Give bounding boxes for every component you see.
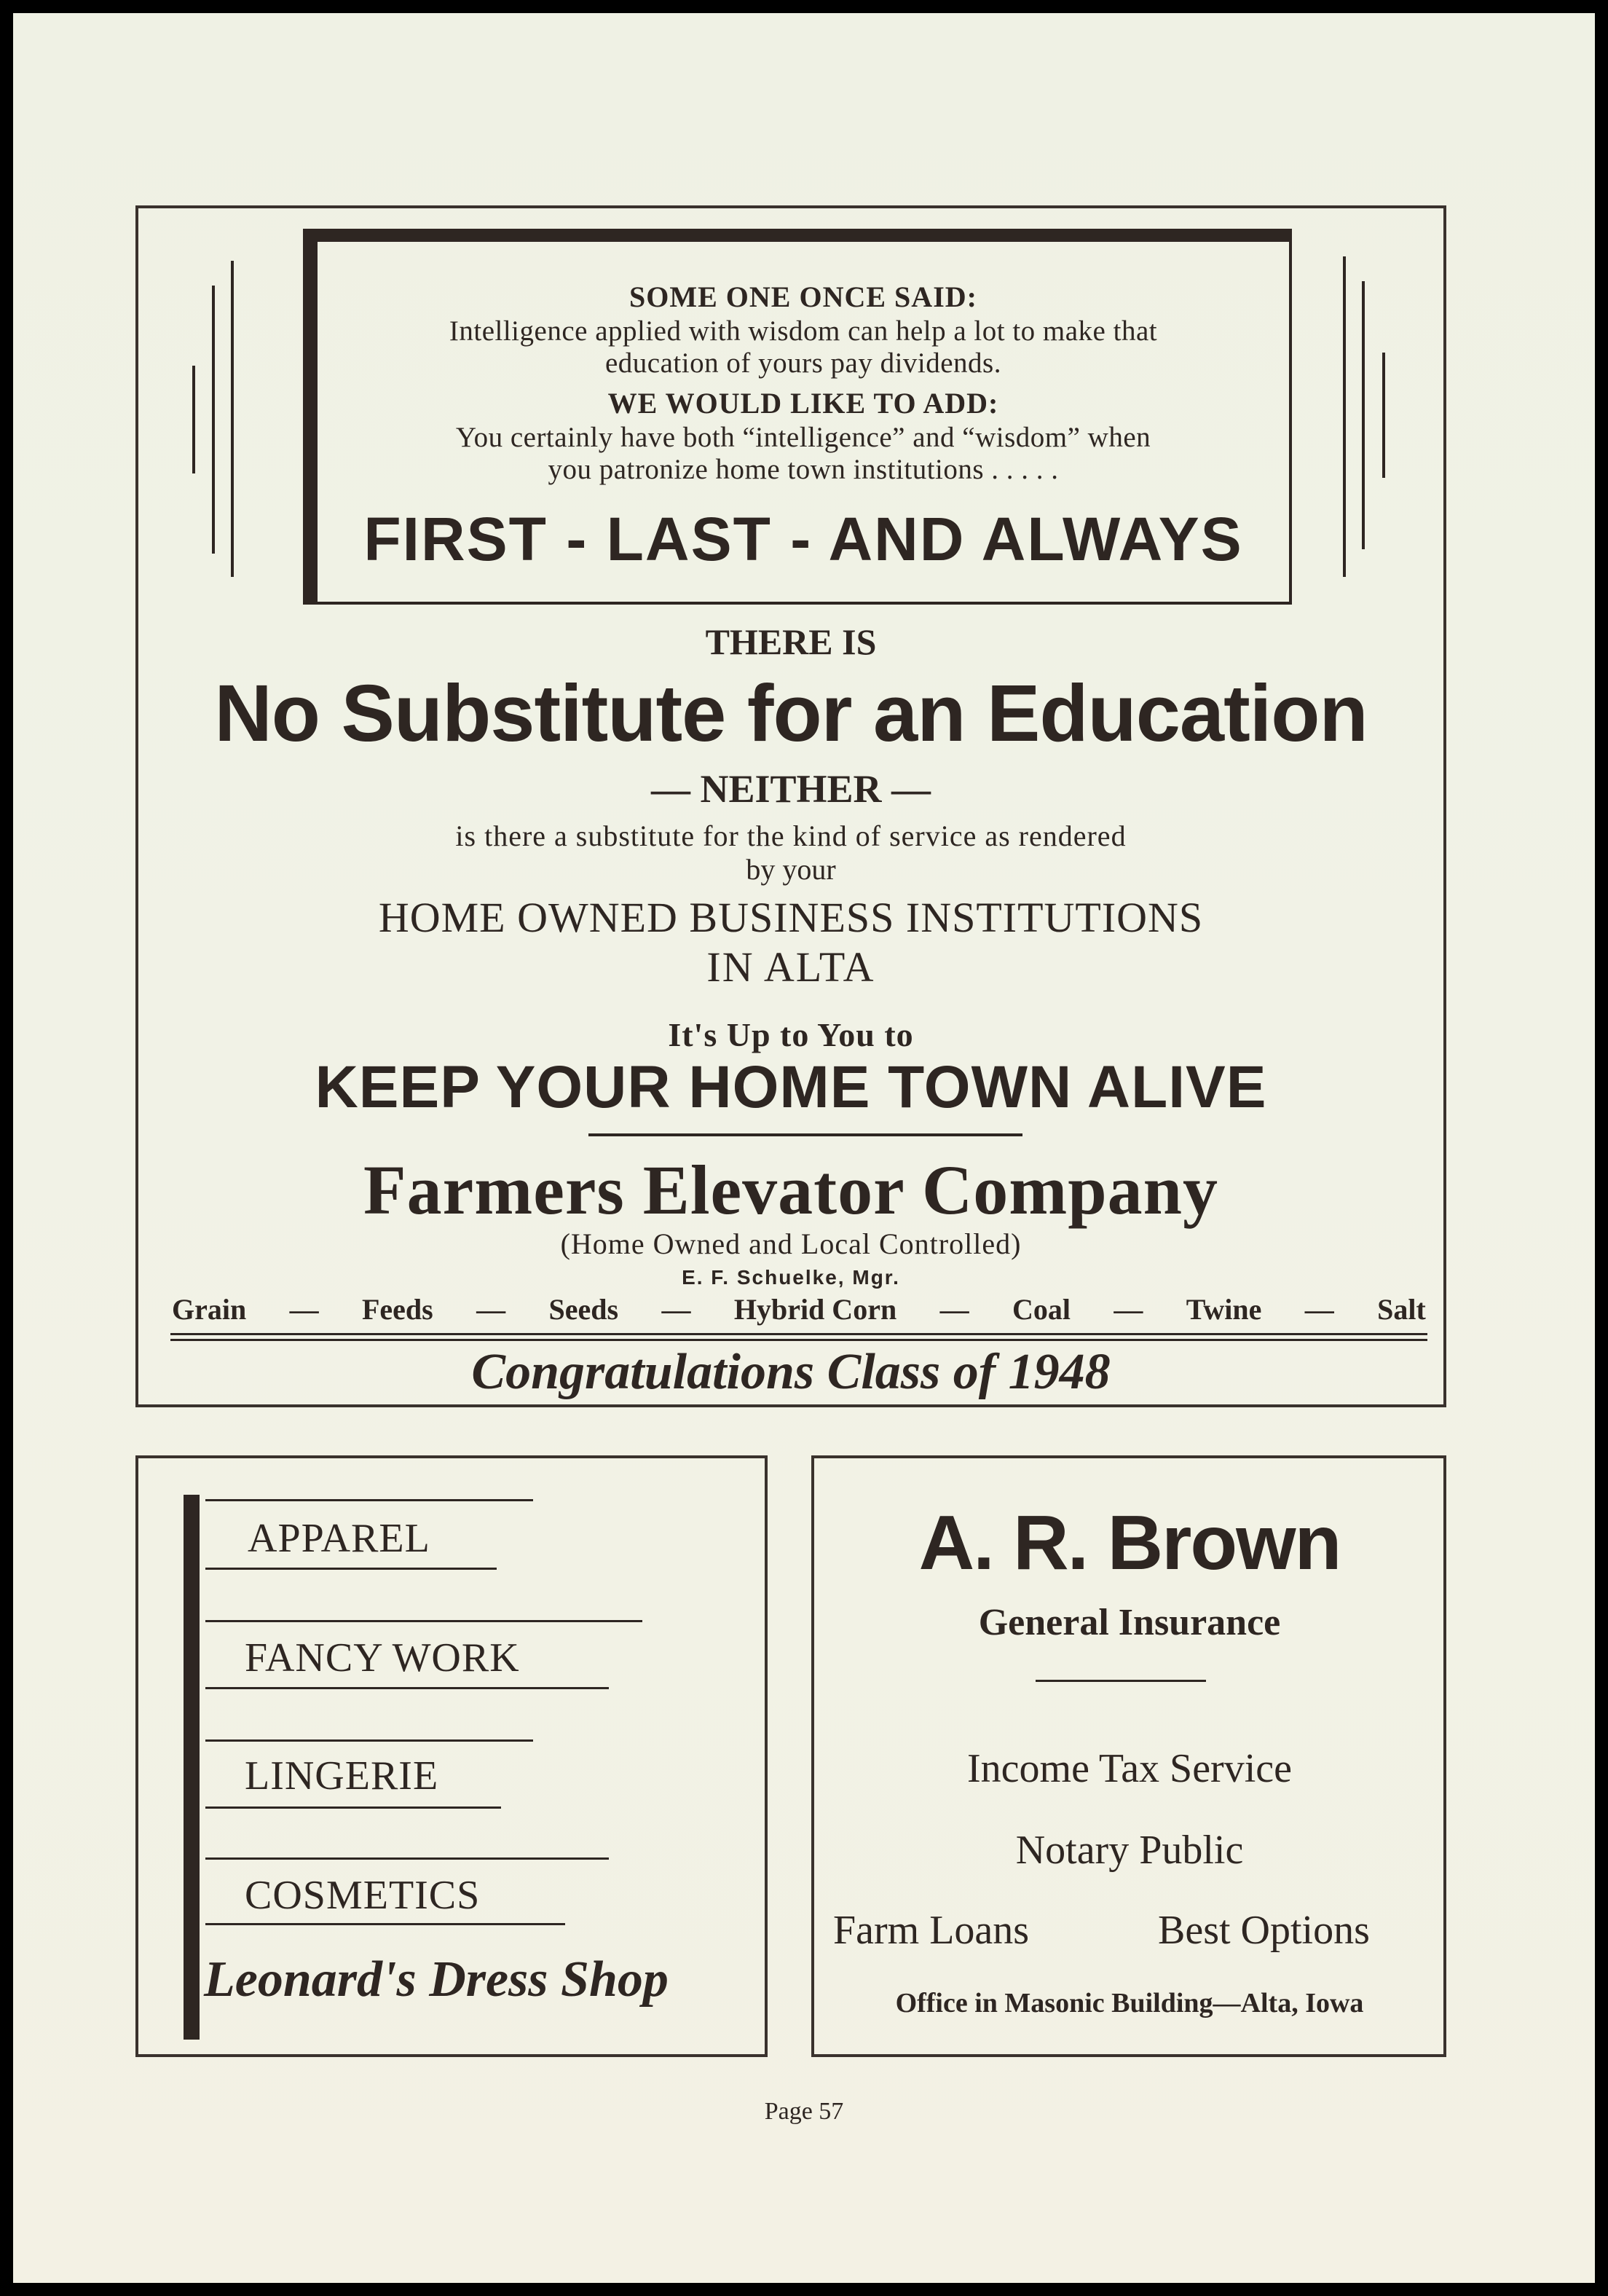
product-coal: Coal: [1012, 1293, 1071, 1326]
product-seeds: Seeds: [548, 1293, 619, 1326]
product-grain: Grain: [172, 1293, 247, 1326]
product-separator: —: [476, 1293, 506, 1326]
rule: [205, 1739, 533, 1742]
quote-line-1: Intelligence applied with wisdom can help a lot to make that: [449, 315, 1158, 347]
products-line: [172, 1292, 1426, 1326]
institutions-line-2: IN ALTA: [706, 943, 875, 991]
dress-item-lingerie: LINGERIE: [245, 1753, 439, 1798]
product-feeds: Feeds: [361, 1293, 433, 1326]
product-separator: —: [1114, 1293, 1143, 1326]
service-farm-loans: Farm Loans: [833, 1908, 1030, 1953]
rule: [205, 1806, 501, 1809]
rule: [205, 1687, 609, 1689]
ownership-text: (Home Owned and Local Controlled): [560, 1227, 1022, 1260]
quote-line-4: you patronize home town institutions . . . . .: [548, 454, 1059, 485]
quote-heading-1: SOME ONE ONCE SAID:: [629, 280, 977, 313]
congratulations-text: Congratulations Class of 1948: [471, 1344, 1111, 1400]
decor-bar-left-3: [231, 261, 234, 577]
institutions-line-1: HOME OWNED BUSINESS INSTITUTIONS: [378, 894, 1204, 941]
body-line-2: by your: [746, 853, 836, 886]
page-number: Page 57: [764, 2098, 844, 2125]
dress-item-fancy-work: FANCY WORK: [245, 1635, 520, 1680]
rule: [205, 1857, 609, 1860]
yearbook-page: [13, 13, 1595, 2283]
dress-item-cosmetics: COSMETICS: [245, 1873, 481, 1918]
slogan: FIRST - LAST - AND ALWAYS: [363, 505, 1243, 573]
product-separator: —: [289, 1293, 319, 1326]
decor-bar-right-3: [1382, 353, 1385, 478]
product-salt: Salt: [1377, 1293, 1426, 1326]
office-location: Office in Masonic Building—Alta, Iowa: [895, 1988, 1364, 2018]
rule: [205, 1923, 565, 1925]
decor-bar-right-2: [1362, 281, 1365, 549]
dress-shop-vertical-bar: [184, 1495, 200, 2040]
divider-rule: [588, 1133, 1022, 1136]
service-income-tax: Income Tax Service: [967, 1746, 1292, 1791]
headline: No Substitute for an Education: [214, 669, 1368, 758]
rule: [205, 1568, 497, 1570]
product-separator: —: [939, 1293, 969, 1326]
neither-text: — NEITHER —: [650, 767, 931, 811]
product-separator: —: [661, 1293, 691, 1326]
there-is-text: THERE IS: [705, 621, 877, 662]
product-twine: Twine: [1186, 1293, 1262, 1326]
decor-bar-right-1: [1343, 256, 1346, 577]
dress-item-apparel: APPAREL: [248, 1516, 430, 1561]
product-separator: —: [1304, 1293, 1334, 1326]
insurance-subtitle: General Insurance: [978, 1602, 1281, 1643]
double-rule-bottom: [170, 1339, 1427, 1341]
double-rule-top: [170, 1333, 1427, 1335]
insurance-divider: [1036, 1680, 1206, 1682]
keep-alive-text: KEEP YOUR HOME TOWN ALIVE: [315, 1054, 1267, 1120]
rule: [205, 1620, 642, 1622]
decor-bar-left-1: [192, 366, 195, 473]
quote-line-3: You certainly have both “intelligence” and “wisdom” when: [455, 422, 1151, 453]
decor-bar-left-2: [212, 286, 215, 554]
rule: [205, 1499, 533, 1501]
body-line-1: is there a substitute for the kind of service as rendered: [455, 819, 1127, 852]
product-hybrid-corn: Hybrid Corn: [733, 1293, 897, 1326]
up-to-you-text: It's Up to You to: [668, 1016, 914, 1053]
company-name: Farmers Elevator Company: [363, 1151, 1219, 1229]
service-best-options: Best Options: [1158, 1908, 1370, 1953]
dress-shop-name: Leonard's Dress Shop: [204, 1951, 669, 2008]
insurance-agent-name: A. R. Brown: [918, 1500, 1341, 1586]
service-notary: Notary Public: [1015, 1828, 1244, 1873]
manager-text: E. F. Schuelke, Mgr.: [682, 1266, 900, 1289]
quote-heading-2: WE WOULD LIKE TO ADD:: [607, 387, 999, 420]
quote-line-2: education of yours pay dividends.: [605, 347, 1001, 379]
